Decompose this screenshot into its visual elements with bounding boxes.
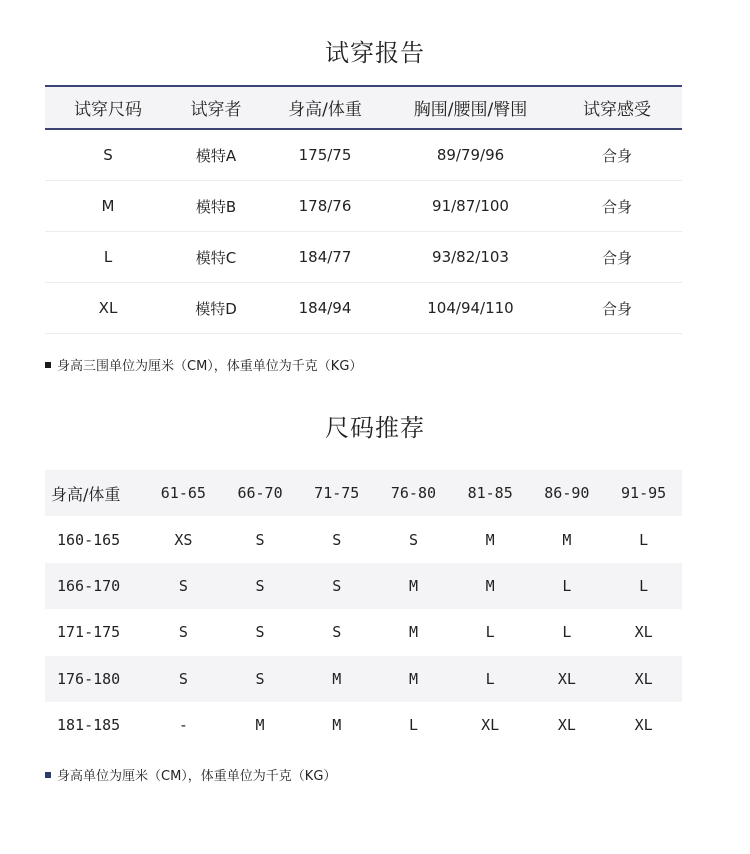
size-cell: S <box>332 530 342 549</box>
size-recommendation-table <box>45 470 682 748</box>
table-cell: 合身 <box>552 129 682 181</box>
size-cell: S <box>178 623 188 642</box>
table-cell: M <box>45 181 171 232</box>
size-cell: S <box>332 623 342 642</box>
size-cell: L <box>452 656 529 702</box>
size-cell: XL <box>557 716 576 735</box>
size-cell: M <box>375 563 452 609</box>
size-cell: M <box>375 656 452 702</box>
square-bullet-icon <box>45 362 51 368</box>
column-header: 身高/体重 <box>261 86 389 129</box>
size-cell: S <box>222 656 299 702</box>
size-cell: S <box>145 656 222 702</box>
table-cell: 91/87/100 <box>389 181 552 232</box>
table-cell: XL <box>45 283 171 334</box>
size-cell: XL <box>605 656 682 702</box>
size-cell: M <box>485 530 495 549</box>
table-row <box>45 702 682 748</box>
size-cell: S <box>255 623 265 642</box>
table-cell: 89/79/96 <box>389 129 552 181</box>
table-cell: 模特D <box>171 283 261 334</box>
weight-range-header: 71-75 <box>298 470 375 516</box>
size-cell: XS <box>174 530 193 549</box>
unit-note-text: 身高单位为厘米（CM），体重单位为千克（KG） <box>57 769 337 784</box>
weight-range-header: 86-90 <box>529 470 606 516</box>
table-cell: 104/94/110 <box>389 283 552 334</box>
table-cell: 合身 <box>552 283 682 334</box>
size-cell: L <box>408 716 418 735</box>
table-cell: 合身 <box>552 181 682 232</box>
column-header: 试穿者 <box>171 86 261 129</box>
size-cell: XL <box>634 623 653 642</box>
size-cell: XL <box>634 716 653 735</box>
try-on-report-table <box>45 85 682 334</box>
table-cell: 合身 <box>552 232 682 283</box>
height-range-cell: 166-170 <box>45 563 145 609</box>
weight-range-header: 61-65 <box>145 470 222 516</box>
size-cell: L <box>639 530 649 549</box>
size-recommendation-title: 尺码推荐 <box>325 414 425 442</box>
try-on-report-title: 试穿报告 <box>325 39 425 67</box>
table-row <box>45 283 682 334</box>
table-cell: 模特B <box>171 181 261 232</box>
table-cell: 184/77 <box>261 232 389 283</box>
column-header: 试穿尺码 <box>45 86 171 129</box>
size-cell: L <box>485 623 495 642</box>
size-cell: XL <box>481 716 500 735</box>
weight-range-header: 91-95 <box>605 470 682 516</box>
height-range-cell: 181-185 <box>57 716 121 735</box>
size-cell: M <box>298 656 375 702</box>
unit-note-text: 身高三围单位为厘米（CM），体重单位为千克（KG） <box>57 359 363 374</box>
weight-range-header: 66-70 <box>222 470 299 516</box>
table-cell: 93/82/103 <box>389 232 552 283</box>
height-range-cell: 171-175 <box>57 623 121 642</box>
unit-note <box>45 355 362 374</box>
size-cell: M <box>408 623 418 642</box>
size-cell: S <box>408 530 418 549</box>
height-range-cell: 160-165 <box>57 530 121 549</box>
table-cell: S <box>45 129 171 181</box>
size-cell: L <box>605 563 682 609</box>
size-cell: S <box>145 563 222 609</box>
table-row <box>45 232 682 283</box>
height-range-cell: 176-180 <box>45 656 145 702</box>
table-cell: 模特A <box>171 129 261 181</box>
size-cell: L <box>529 563 606 609</box>
weight-range-header: 76-80 <box>375 470 452 516</box>
corner-header: 身高/体重 <box>45 470 145 516</box>
table-row <box>45 516 682 562</box>
weight-range-header: 81-85 <box>452 470 529 516</box>
size-cell: - <box>178 716 188 735</box>
size-cell: S <box>255 530 265 549</box>
table-row <box>45 563 682 609</box>
table-row <box>45 609 682 655</box>
table-cell: 175/75 <box>261 129 389 181</box>
size-cell: L <box>562 623 572 642</box>
table-header-row <box>45 470 682 516</box>
size-cell: M <box>562 530 572 549</box>
square-bullet-icon <box>45 772 51 778</box>
size-cell: S <box>298 563 375 609</box>
table-cell: 184/94 <box>261 283 389 334</box>
table-cell: 模特C <box>171 232 261 283</box>
table-cell: L <box>45 232 171 283</box>
unit-note <box>45 765 336 784</box>
table-row <box>45 181 682 232</box>
column-header: 试穿感受 <box>552 86 682 129</box>
size-cell: M <box>332 716 342 735</box>
size-cell: M <box>255 716 265 735</box>
column-header: 胸围/腰围/臀围 <box>389 86 552 129</box>
table-row <box>45 129 682 181</box>
size-cell: XL <box>529 656 606 702</box>
size-cell: S <box>222 563 299 609</box>
table-cell: 178/76 <box>261 181 389 232</box>
table-row <box>45 656 682 702</box>
size-cell: M <box>452 563 529 609</box>
table-header-row <box>45 86 682 129</box>
